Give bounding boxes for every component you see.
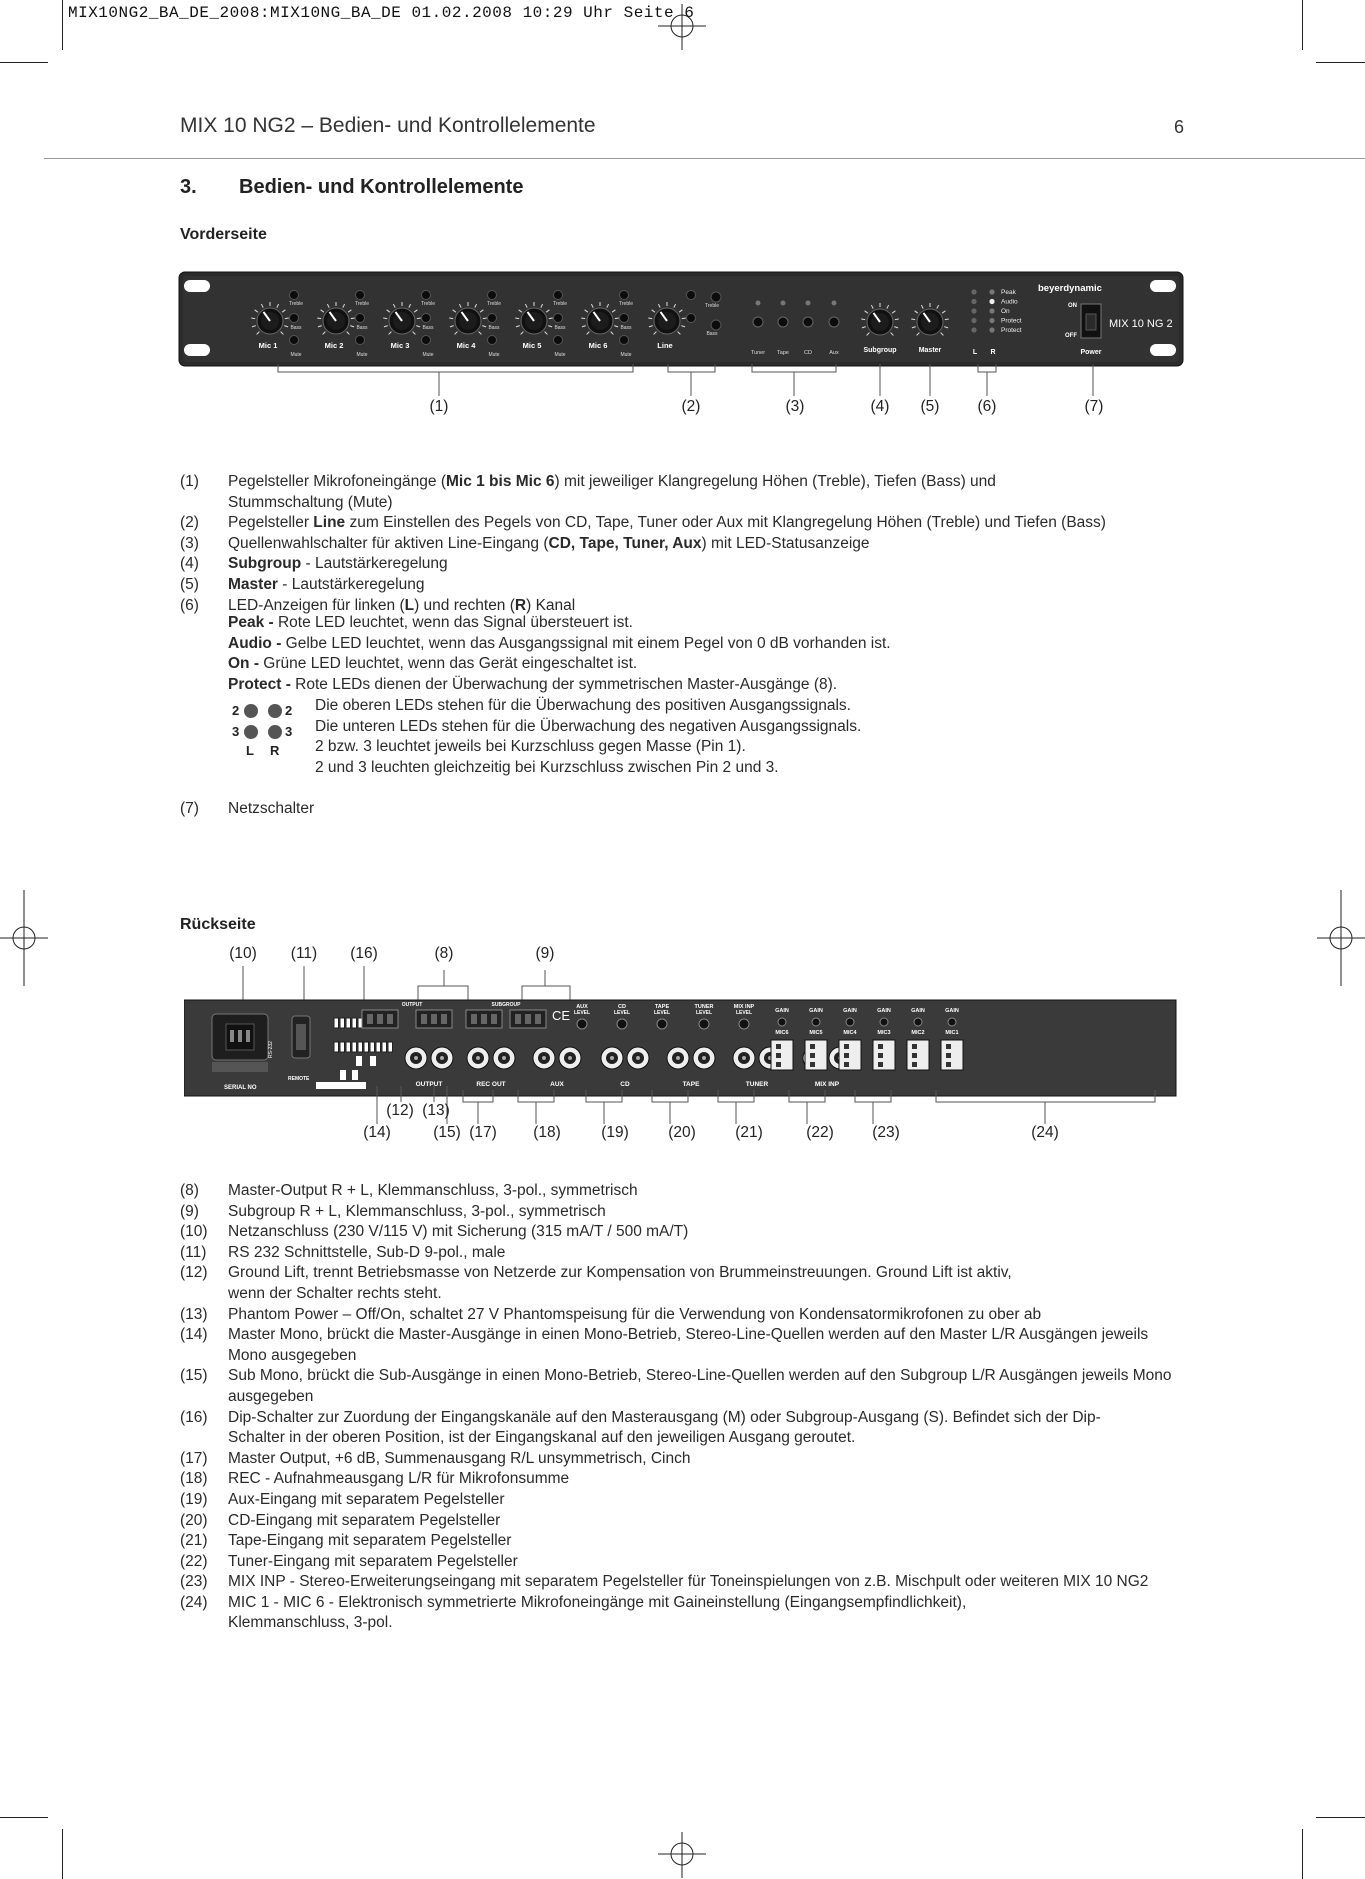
- protect-led-icon: [244, 704, 258, 718]
- mute-label: Mute: [554, 352, 566, 358]
- callout-19: (19): [601, 1124, 629, 1141]
- lr-label: L: [972, 349, 978, 356]
- protect-line: 2 bzw. 3 leuchtet jeweils bei Kurzschluss gegen Masse (Pin 1).: [315, 738, 746, 756]
- treble-knob-icon: [687, 291, 696, 300]
- rear-item-row: (11) RS 232 Schnittstelle, Sub-D 9-pol., male: [180, 1243, 506, 1261]
- level-label: LEVEL: [613, 1010, 631, 1016]
- led-desc-peak: Peak - Rote LED leuchtet, wenn das Signal übersteuert ist.: [228, 614, 633, 631]
- power-on-label: ON: [1068, 303, 1077, 309]
- mute-button-icon: [290, 336, 299, 345]
- callout-16: (16): [350, 945, 378, 962]
- callout-5: (5): [920, 398, 940, 415]
- output-terminal-label: OUTPUT: [401, 1002, 423, 1008]
- mute-label: Mute: [356, 352, 368, 358]
- page-number: 6: [1174, 117, 1185, 137]
- dip-switch: [388, 1042, 393, 1052]
- source-select-button: [829, 317, 839, 327]
- protect-led-icon: [244, 725, 258, 739]
- right-led-icon: [989, 308, 994, 313]
- callout-11: (11): [290, 945, 318, 962]
- mic-terminal-block: [941, 1040, 963, 1070]
- led-desc-on: On - Grüne LED leuchtet, wenn das Gerät eingeschaltet ist.: [228, 655, 638, 673]
- front-item-row: (3) Quellenwahlschalter für aktiven Line-Eingang (CD, Tape, Tuner, Aux) mit LED-Statusanzeige: [180, 534, 870, 552]
- brand-logo: beyerdynamic: [1038, 283, 1102, 294]
- ground-lift-switch: [356, 1056, 362, 1066]
- channel-label: Mic 2: [324, 341, 344, 350]
- dip-switch: [334, 1042, 339, 1052]
- level-label: TAPE: [654, 1004, 670, 1010]
- left-led-icon: [971, 308, 976, 313]
- mute-button-icon: [554, 336, 563, 345]
- mute-button-icon: [356, 336, 365, 345]
- rear-item-list: [180, 1181, 1190, 1634]
- rear-item-row: (18) REC - Aufnahmeausgang L/R für Mikrofonsumme: [180, 1470, 570, 1488]
- ce-mark: CE: [552, 1008, 571, 1023]
- header-rule: [44, 158, 1365, 159]
- treble-knob-icon: [554, 291, 563, 300]
- dip-switch: [370, 1042, 375, 1052]
- level-knob-icon: [739, 1019, 749, 1029]
- led-label: Protect: [1001, 327, 1022, 334]
- mic-input-label: MIC1: [945, 1030, 959, 1036]
- dip-switch: [352, 1042, 357, 1052]
- dip-switch: [364, 1042, 369, 1052]
- bass-knob-icon: [290, 314, 299, 323]
- front-heading: Vorderseite: [180, 226, 267, 243]
- mute-label: Mute: [620, 352, 632, 358]
- callout-8: (8): [434, 945, 454, 962]
- crop-mark: [1316, 62, 1365, 63]
- channel-label: Line: [657, 341, 673, 350]
- dip-switch: [340, 1042, 345, 1052]
- crop-mark: [1316, 1817, 1365, 1818]
- front-panel-illustration: [178, 270, 1186, 370]
- callout-23: (23): [872, 1124, 900, 1141]
- channel-label: Mic 1: [258, 341, 278, 350]
- rear-item-row: (10) Netzanschluss (230 V/115 V) mit Sicherung (315 mA/T / 500 mA/T): [180, 1223, 689, 1241]
- mic-input-label: MIC6: [775, 1030, 789, 1036]
- protect-line: Die oberen LEDs stehen für die Überwachung des positiven Ausgangssignals.: [315, 697, 851, 714]
- callout-10: (10): [229, 945, 257, 962]
- mic-input-label: MIC2: [911, 1030, 925, 1036]
- bass-knob-icon: [620, 314, 629, 323]
- gain-knob-icon: [914, 1018, 922, 1026]
- gain-label: GAIN: [945, 1008, 959, 1014]
- section-number: 3.: [180, 176, 197, 198]
- treble-knob-icon: [488, 291, 497, 300]
- mute-label: Mute: [290, 352, 302, 358]
- callout-17: (17): [469, 1124, 497, 1141]
- right-led-icon: [989, 327, 994, 332]
- treble-label: Treble: [705, 303, 719, 309]
- level-label: LEVEL: [653, 1010, 671, 1016]
- power-label: Power: [1080, 349, 1102, 356]
- power-off-label: OFF: [1065, 333, 1077, 339]
- callout-24: (24): [1031, 1124, 1059, 1141]
- mono-switch: [352, 1070, 358, 1080]
- level-label: TUNER: [694, 1004, 714, 1010]
- source-led-icon: [832, 301, 837, 306]
- crop-mark: [1302, 1829, 1303, 1879]
- registration-mark: [1315, 890, 1365, 986]
- callout-22: (22): [806, 1124, 834, 1141]
- callout-13: (13): [422, 1102, 450, 1119]
- rear-item-row: (23) MIX INP - Stereo-Erweiterungseingang mit separatem Pegelsteller für Toneinspielungen von z.B. Mischpult oder weiteren MIX 10 NG2: [180, 1573, 1149, 1591]
- bass-label: Bass: [422, 325, 434, 331]
- lr-label: R: [990, 349, 996, 356]
- source-label: Aux: [829, 350, 839, 356]
- right-led-icon: [989, 299, 994, 304]
- gain-label: GAIN: [843, 1008, 857, 1014]
- bass-label: Bass: [620, 325, 632, 331]
- level-label: LEVEL: [695, 1010, 713, 1016]
- crop-mark: [62, 0, 63, 50]
- led-description-list: [228, 613, 1128, 695]
- bass-knob-icon: [488, 314, 497, 323]
- source-select-button: [778, 317, 788, 327]
- mute-button-icon: [422, 336, 431, 345]
- callout-12: (12): [386, 1102, 414, 1119]
- protect-pin-diagram: [230, 702, 300, 762]
- callout-21: (21): [735, 1124, 763, 1141]
- gain-knob-icon: [812, 1018, 820, 1026]
- crop-mark: [0, 1817, 48, 1818]
- pin-label: 2: [232, 703, 240, 718]
- jack-group-label: TUNER: [745, 1081, 769, 1088]
- section-title: Bedien- und Kontrollelemente: [239, 176, 524, 198]
- source-label: CD: [804, 350, 812, 356]
- mic-terminal-block: [873, 1040, 895, 1070]
- rear-item-row: (24) MIC 1 - MIC 6 - Elektronisch symmetrierte Mikrofoneingänge mit Gaineinstellung (Eingangsempfindlichkeit), Klemmanschluss, 3-pol.: [180, 1593, 967, 1632]
- bass-label: Bass: [356, 325, 368, 331]
- source-label: Tape: [777, 350, 789, 356]
- pin-label: 2: [285, 703, 293, 718]
- right-led-icon: [989, 289, 994, 294]
- rs232-label: RS-232: [268, 1041, 274, 1058]
- left-led-icon: [971, 318, 976, 323]
- model-label: MIX 10 NG 2: [1109, 318, 1173, 330]
- level-knob-icon: [617, 1019, 627, 1029]
- callout-6: (6): [977, 398, 997, 415]
- gain-label: GAIN: [877, 1008, 891, 1014]
- mic-terminal-block: [907, 1040, 929, 1070]
- remote-label: REMOTE: [288, 1076, 310, 1082]
- level-knob-icon: [657, 1019, 667, 1029]
- rear-item-row: (8) Master-Output R + L, Klemmanschluss, 3-pol., symmetrisch: [180, 1182, 638, 1199]
- registration-mark: [658, 4, 706, 52]
- rear-item-row: (20) CD-Eingang mit separatem Pegelsteller: [180, 1511, 501, 1529]
- rear-item-row: (16) Dip-Schalter zur Zuordung der Eingangskanäle auf den Masterausgang (M) oder Subgroup-Ausgang (S). Befindet sich der Dip-Schalter in der oberen Position, ist der Eingangskanal auf den jeweiligen Ausgang geroutet.: [180, 1408, 1101, 1447]
- mute-label: Mute: [422, 352, 434, 358]
- callout-4: (4): [870, 398, 890, 415]
- crop-mark: [1302, 0, 1303, 50]
- channel-label: Mic 6: [588, 341, 608, 350]
- level-label: LEVEL: [735, 1010, 753, 1016]
- bass-label: Bass: [554, 325, 566, 331]
- mic-input-label: MIC5: [809, 1030, 823, 1036]
- rear-item-row: (17) Master Output, +6 dB, Summenausgang R/L unsymmetrisch, Cinch: [180, 1449, 691, 1467]
- front-item-row: (5) Master - Lautstärkeregelung: [180, 575, 425, 593]
- rear-heading: Rückseite: [180, 916, 256, 933]
- source-led-icon: [756, 301, 761, 306]
- front-item-list: [180, 472, 1180, 616]
- treble-knob-icon: [422, 291, 431, 300]
- dip-switch: [352, 1018, 357, 1028]
- treble-label: Treble: [553, 301, 567, 307]
- source-led-icon: [781, 301, 786, 306]
- led-label: On: [1001, 308, 1010, 315]
- jack-group-label: AUX: [550, 1081, 564, 1088]
- front-item-row: (4) Subgroup - Lautstärkeregelung: [180, 555, 448, 573]
- jack-group-label: OUTPUT: [415, 1081, 443, 1088]
- pin-label: L: [246, 743, 254, 758]
- jack-group-label: TAPE: [682, 1081, 700, 1088]
- subgroup-label: Subgroup: [863, 347, 897, 354]
- rear-item-row: (19) Aux-Eingang mit separatem Pegelsteller: [180, 1490, 505, 1508]
- master-label: Master: [918, 347, 942, 354]
- treble-label: Treble: [421, 301, 435, 307]
- callout-14: (14): [363, 1124, 391, 1141]
- led-desc-audio: Audio - Gelbe LED leuchtet, wenn das Ausgangssignal mit einem Pegel von 0 dB vorhanden ist.: [228, 634, 891, 652]
- led-label: Peak: [1001, 289, 1016, 296]
- channel-label: Mic 4: [456, 341, 476, 350]
- treble-knob-icon: [620, 291, 629, 300]
- protect-line-list: [315, 696, 1175, 778]
- front-item-row: (1) Pegelsteller Mikrofoneingänge (Mic 1 bis Mic 6) mit jeweiliger Klangregelung Höhen (Treble), Tiefen (Bass) und Stummschaltung (Mute): [180, 473, 996, 511]
- left-led-icon: [971, 327, 976, 332]
- gain-knob-icon: [880, 1018, 888, 1026]
- jack-group-label: MIX INP: [814, 1081, 840, 1088]
- level-label: AUX: [576, 1004, 588, 1010]
- level-label: LEVEL: [573, 1010, 591, 1016]
- protect-led-icon: [268, 704, 282, 718]
- source-select-button: [753, 317, 763, 327]
- dip-switch: [346, 1042, 351, 1052]
- serial-label: SERIAL NO: [224, 1085, 257, 1091]
- dip-switch: [346, 1018, 351, 1028]
- bass-label: Bass: [290, 325, 302, 331]
- bass-knob-icon: [356, 314, 365, 323]
- front-callout-leaders: [178, 360, 1186, 400]
- dip-switch: [382, 1042, 387, 1052]
- gain-label: GAIN: [911, 1008, 925, 1014]
- callout-1: (1): [429, 398, 449, 415]
- mic-terminal-block: [805, 1040, 827, 1070]
- registration-mark: [658, 1832, 706, 1879]
- source-select-button: [803, 317, 813, 327]
- pin-label: R: [270, 743, 280, 758]
- jack-group-label: REC OUT: [476, 1081, 506, 1088]
- front-item-row: (2) Pegelsteller Line zum Einstellen des Pegels von CD, Tape, Tuner oder Aux mit Klangregelung Höhen (Treble) und Tiefen (Bass): [180, 514, 1106, 532]
- channel-label: Mic 3: [390, 341, 410, 350]
- mute-button-icon: [620, 336, 629, 345]
- crop-mark: [62, 1829, 63, 1879]
- mic-input-label: MIC3: [877, 1030, 891, 1036]
- rear-item-row: (22) Tuner-Eingang mit separatem Pegelsteller: [180, 1552, 518, 1570]
- led-desc-protect: Protect - Rote LEDs dienen der Überwachung der symmetrischen Master-Ausgänge (8).: [228, 675, 838, 693]
- callout-2: (2): [681, 398, 701, 415]
- right-led-icon: [989, 318, 994, 323]
- callout-3: (3): [785, 398, 805, 415]
- dip-switch: [376, 1042, 381, 1052]
- callout-7: (7): [1084, 398, 1104, 415]
- pin-label: 3: [285, 724, 293, 739]
- protect-line: 2 und 3 leuchten gleichzeitig bei Kurzschluss zwischen Pin 2 und 3.: [315, 758, 779, 776]
- treble-label: Treble: [289, 301, 303, 307]
- gain-knob-icon: [846, 1018, 854, 1026]
- mute-label: Mute: [488, 352, 500, 358]
- crop-mark: [0, 62, 48, 63]
- rear-item-row: (9) Subgroup R + L, Klemmanschluss, 3-pol., symmetrisch: [180, 1202, 606, 1220]
- line-bass-knob-icon: [711, 320, 721, 330]
- level-knob-icon: [699, 1019, 709, 1029]
- rear-item-row: (21) Tape-Eingang mit separatem Pegelsteller: [180, 1532, 512, 1550]
- jack-group-label: CD: [620, 1081, 630, 1088]
- mic-terminal-block: [771, 1040, 793, 1070]
- led-label: Protect: [1001, 317, 1022, 325]
- rear-item-row: (14) Master Mono, brückt die Master-Ausgänge in einen Mono-Betrieb, Stereo-Line-Quellen werden auf den Master L/R Ausgängen jeweils Mono ausgegeben: [180, 1326, 1149, 1364]
- rear-item-row: (15) Sub Mono, brückt die Sub-Ausgänge in einen Mono-Betrieb, Stereo-Line-Quellen werden auf den Subgroup L/R Ausgängen jeweils Mono ausgegeben: [180, 1367, 1172, 1405]
- treble-label: Treble: [487, 301, 501, 307]
- print-slug: MIX10NG2_BA_DE_2008:MIX10NG_BA_DE 01.02.2008 10:29 Uhr Seite 6: [68, 4, 695, 22]
- bass-knob-icon: [687, 314, 696, 323]
- callout-9: (9): [535, 945, 555, 962]
- rear-item-row: (13) Phantom Power – Off/On, schaltet 27 V Phantomspeisung für die Verwendung von Kondensatormikrofonen zu ober ab: [180, 1305, 1042, 1323]
- gain-knob-icon: [948, 1018, 956, 1026]
- led-label: Audio: [1001, 298, 1018, 306]
- mic-terminal-block: [839, 1040, 861, 1070]
- phantom-switch: [370, 1056, 376, 1066]
- front-item-7: (7) Netzschalter: [180, 800, 315, 817]
- dip-switch: [358, 1042, 363, 1052]
- gain-label: GAIN: [809, 1008, 823, 1014]
- mono-switch: [340, 1070, 346, 1080]
- callout-20: (20): [668, 1124, 696, 1141]
- line-treble-knob-icon: [711, 292, 721, 302]
- front-item-row: (6) LED-Anzeigen für linken (L) und rechten (R) Kanal: [180, 596, 576, 614]
- source-label: Tuner: [750, 350, 766, 356]
- channel-label: Mic 5: [522, 341, 542, 350]
- bass-knob-icon: [422, 314, 431, 323]
- subgroup-terminal-label: SUBGROUP: [491, 1002, 521, 1008]
- bass-knob-icon: [554, 314, 563, 323]
- treble-knob-icon: [290, 291, 299, 300]
- mic-input-label: MIC4: [843, 1030, 857, 1036]
- rear-item-row: (12) Ground Lift, trennt Betriebsmasse von Netzerde zur Kompensation von Brummeinstreuungen. Ground Lift ist aktiv, wenn der Schalter rechts steht.: [180, 1264, 1012, 1302]
- bass-label: Bass: [488, 325, 500, 331]
- level-label: MIX INP: [733, 1004, 755, 1010]
- left-led-icon: [971, 289, 976, 294]
- gain-knob-icon: [778, 1018, 786, 1026]
- level-label: CD: [618, 1004, 626, 1010]
- source-led-icon: [806, 301, 811, 306]
- dip-switch: [334, 1018, 339, 1028]
- running-header: MIX 10 NG2 – Bedien- und Kontrollelemente: [180, 114, 596, 137]
- level-knob-icon: [577, 1019, 587, 1029]
- protect-led-icon: [268, 725, 282, 739]
- rear-panel-illustration: [184, 998, 1178, 1098]
- treble-knob-icon: [356, 291, 365, 300]
- treble-label: Treble: [619, 301, 633, 307]
- left-led-icon: [971, 299, 976, 304]
- callout-18: (18): [533, 1124, 561, 1141]
- mute-button-icon: [488, 336, 497, 345]
- callout-15: (15): [433, 1124, 461, 1141]
- bass-label: Bass: [706, 331, 718, 337]
- dip-switch: [340, 1018, 345, 1028]
- pin-label: 3: [232, 724, 240, 739]
- treble-label: Treble: [355, 301, 369, 307]
- protect-line: Die unteren LEDs stehen für die Überwachung des negativen Ausgangssignals.: [315, 717, 862, 735]
- registration-mark: [0, 890, 50, 986]
- gain-label: GAIN: [775, 1008, 789, 1014]
